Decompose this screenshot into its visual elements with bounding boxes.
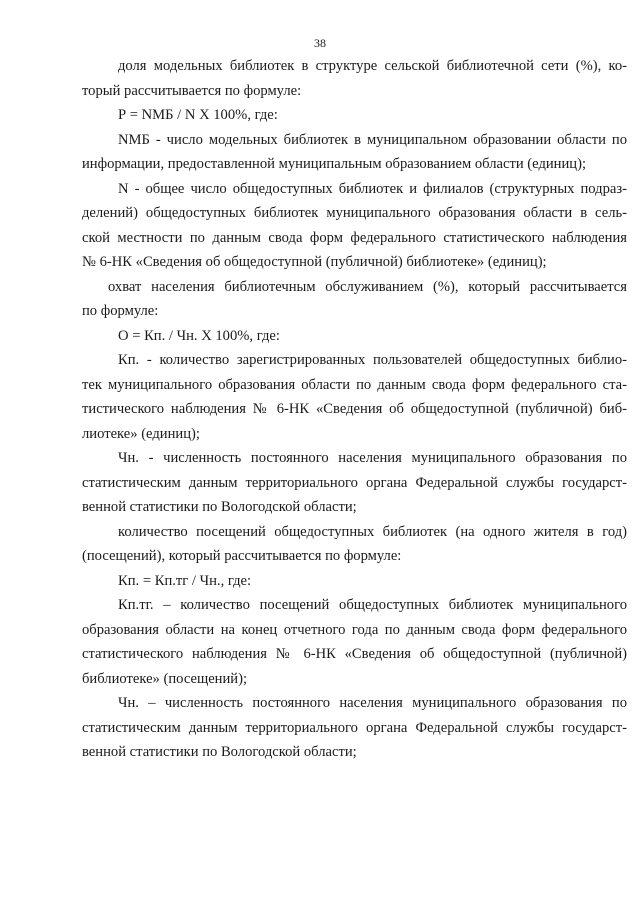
- text-line: количество посещений общедоступных библиотек (на одного жителя в год): [118, 523, 627, 540]
- text-line: охват населения библиотечным обслуживанием (%), который рассчитывается: [108, 278, 627, 295]
- paragraph-visits: [82, 520, 627, 569]
- formula-o: [82, 324, 627, 349]
- page-number: 38: [314, 36, 326, 50]
- text-line: венной статистики по Вологодской области;: [82, 744, 357, 760]
- text-line: статистического наблюдения № 6-НК «Сведения об общедоступной (публичной): [82, 646, 627, 662]
- text-line: тек муниципального образования области по данным свода форм федерального ста-: [82, 376, 627, 393]
- text-line: лиотеке» (единиц);: [82, 425, 200, 442]
- paragraph-nmb-definition: [82, 128, 627, 177]
- text-line: статистическим данным территориального органа Федеральной службы государст-: [82, 474, 627, 491]
- document-body: [82, 54, 627, 765]
- paragraph-model-libraries-share: [82, 54, 627, 103]
- text-line: статистическим данным территориального органа Федеральной службы государст-: [82, 719, 627, 736]
- text-line: № 6-НК «Сведения об общедоступной (публичной) библиотеке» (единиц);: [82, 254, 547, 270]
- text-line: по формуле:: [82, 303, 159, 319]
- text-line: О = Кп. / Чн. Х 100%, где:: [118, 327, 280, 344]
- text-line: библиотеке» (посещений);: [82, 670, 248, 687]
- text-line: венной статистики по Вологодской области;: [82, 499, 357, 515]
- text-line: доля модельных библиотек в структуре сельской библиотечной сети (%), ко-: [118, 58, 627, 74]
- text-line: тистического наблюдения № 6-НК «Сведения об общедоступной (публичной) биб-: [82, 401, 627, 417]
- text-line: N - общее число общедоступных библиотек и филиалов (структурных подраз-: [118, 180, 627, 197]
- paragraph-n-definition: [82, 177, 627, 275]
- text-line: Кп.тг. – количество посещений общедоступных библиотек муниципального: [118, 597, 627, 613]
- text-line: Кп. - количество зарегистрированных пользователей общедоступных библио-: [118, 352, 627, 368]
- text-line: NМБ - число модельных библиотек в муниципальном образовании области по: [118, 131, 627, 148]
- paragraph-chn-definition: [82, 446, 627, 520]
- paragraph-kptg-definition: [82, 593, 627, 691]
- text-line: информации, предоставленной муниципальным образованием области (единиц);: [82, 156, 587, 172]
- paragraph-chn-definition-2: [82, 691, 627, 765]
- text-line: Чн. – численность постоянного населения муниципального образования по: [118, 695, 627, 711]
- text-line: (посещений), который рассчитывается по формуле:: [82, 548, 402, 564]
- text-line: делений) общедоступных библиотек муниципального образования области в сель-: [82, 205, 627, 221]
- paragraph-coverage: [82, 275, 627, 324]
- formula-p: [82, 103, 627, 128]
- text-line: Р = NМБ / N Х 100%, где:: [118, 107, 278, 123]
- paragraph-kp-definition: [82, 348, 627, 446]
- formula-kp: [82, 569, 627, 594]
- text-line: торый рассчитывается по формуле:: [82, 82, 302, 99]
- text-line: образования области на конец отчетного года по данным свода форм федерального: [82, 621, 627, 638]
- text-line: Чн. - численность постоянного населения муниципального образования по: [118, 450, 627, 466]
- text-line: ской местности по данным свода форм федерального статистического наблюдения: [82, 229, 627, 246]
- text-line: Кп. = Кп.тг / Чн., где:: [118, 572, 252, 589]
